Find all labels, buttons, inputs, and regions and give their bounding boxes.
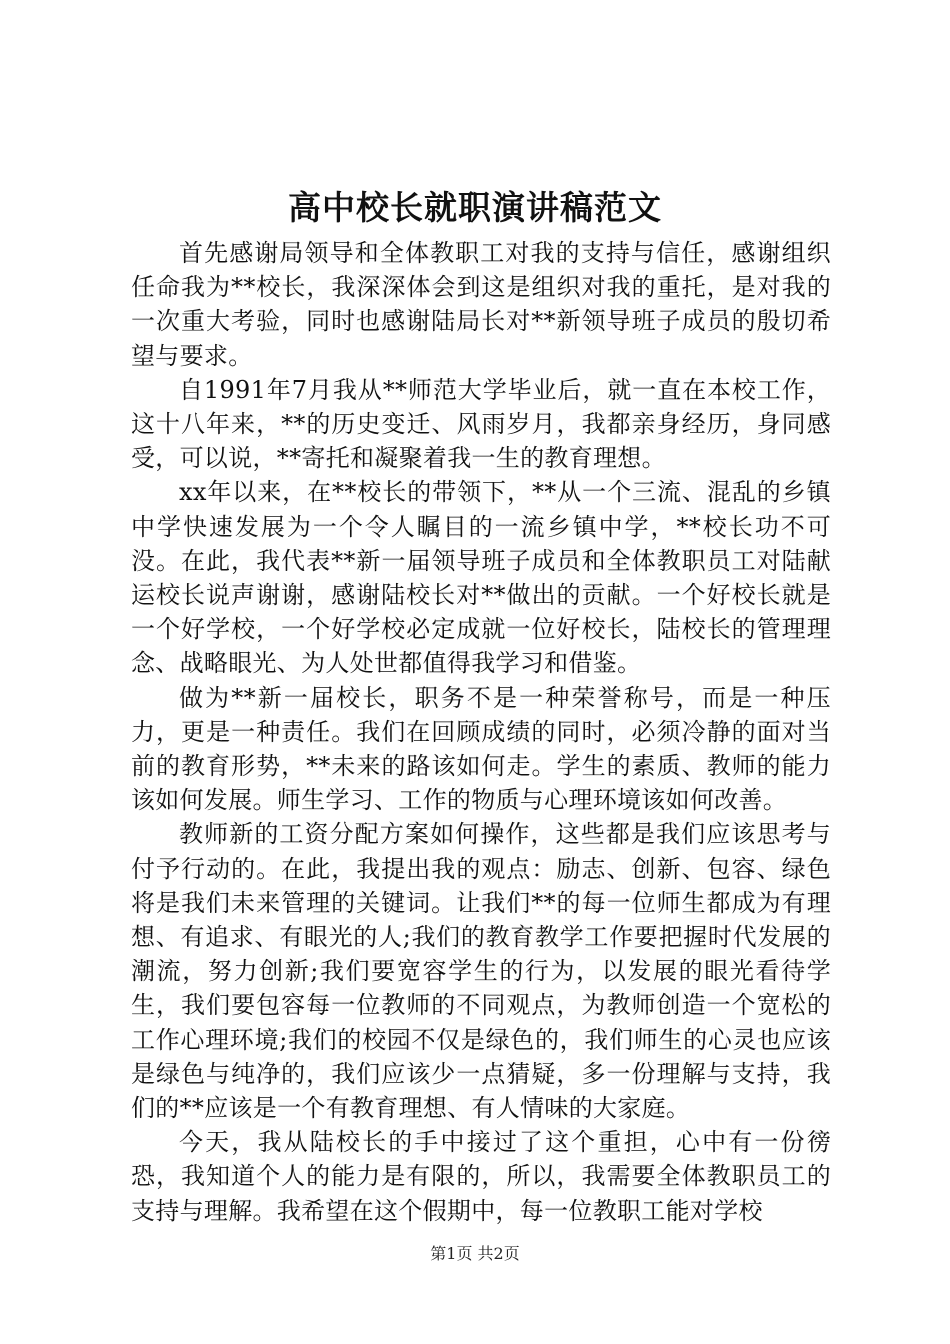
paragraph-2: 自1991年7月我从**师范大学毕业后，就一直在本校工作，这十八年来，**的历史变迁、风雨岁月，我都亲身经历，身同感受，可以说，**寄托和凝聚着我一生的教育理想。 [131, 375, 831, 473]
paragraph-4: 做为**新一届校长，职务不是一种荣誉称号，而是一种压力，更是一种责任。我们在回顾成绩的同时，必须冷静的面对当前的教育形势，**未来的路该如何走。学生的素质、教师的能力该如何发展。师生学习、工作的物质与心理环境该如何改善。 [131, 683, 831, 815]
paragraph-5: 教师新的工资分配方案如何操作，这些都是我们应该思考与付予行动的。在此，我提出我的观点：励志、创新、包容、绿色将是我们未来管理的关键词。让我们**的每一位师生都成为有理想、有追求、有眼光的人;我们的教育教学工作要把握时代发展的潮流，努力创新;我们要宽容学生的行为，以发展的眼光看待学生，我们要包容每一位教师的不同观点，为教师创造一个宽松的工作心理环境;我们的校园不仅是绿色的，我们师生的心灵也应该是绿色与纯净的，我们应该少一点猜疑，多一份理解与支持，我们的**应该是一个有教育理想、有人情味的大家庭。 [131, 820, 831, 1123]
document-body [131, 236, 831, 1228]
paragraph-6: 今天，我从陆校长的手中接过了这个重担，心中有一份徬恐，我知道个人的能力是有限的，所以，我需要全体教职员工的支持与理解。我希望在这个假期中，每一位教职工能对学校 [131, 1128, 831, 1225]
paragraph-3: xx年以来，在**校长的带领下，**从一个三流、混乱的乡镇中学快速发展为一个令人瞩目的一流乡镇中学，**校长功不可没。在此，我代表**新一届领导班子成员和全体教职员工对陆献运校长说声谢谢，感谢陆校长对**做出的贡献。一个好校长就是一个好学校，一个好学校必定成就一位好校长，陆校长的管理理念、战略眼光、为人处世都值得我学习和借鉴。 [131, 478, 831, 678]
page-number-footer: 第1页 共2页 [430, 1244, 520, 1263]
document-title: 高中校长就职演讲稿范文 [288, 188, 662, 227]
paragraph-1: 首先感谢局领导和全体教职工对我的支持与信任，感谢组织任命我为**校长，我深深体会到这是组织对我的重托，是对我的一次重大考验，同时也感谢陆局长对**新领导班子成员的殷切希望与要求。 [131, 239, 831, 370]
